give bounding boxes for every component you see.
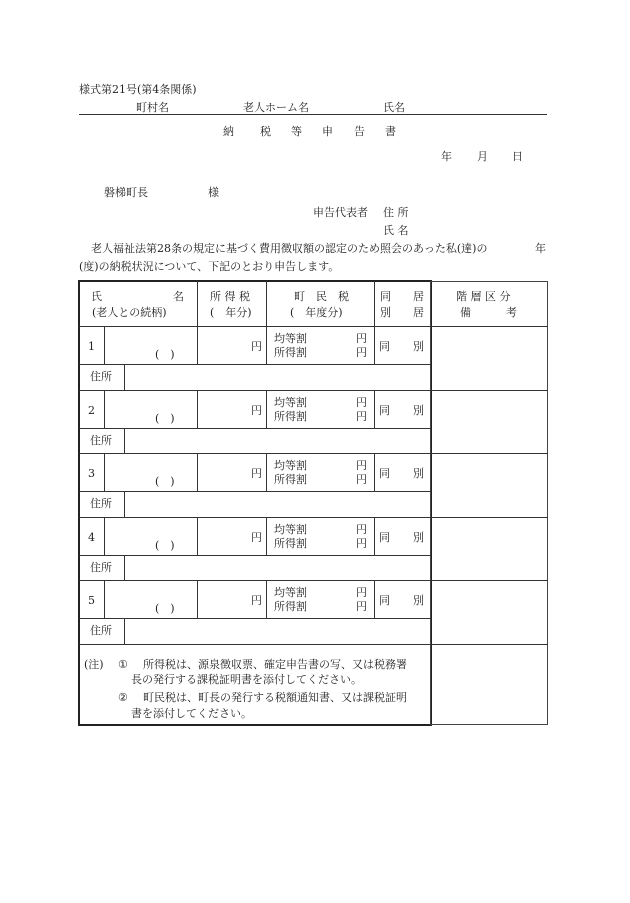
row-income-divider	[197, 453, 198, 491]
row-cohab-betsu: 別	[413, 467, 424, 480]
row-cohab-dou: 同	[379, 594, 390, 607]
header-cohab-a1: 同	[380, 290, 391, 303]
row-kintouwari: 均等割	[274, 396, 307, 409]
intro-line2: (度)の納税状況について、下記のとおり申告します。	[79, 260, 340, 273]
header-cohab-b1: 別	[380, 306, 391, 319]
row-bottom-line	[79, 580, 548, 581]
row-cohab-betsu: 別	[413, 404, 424, 417]
header-remarks-a: 備	[460, 306, 471, 319]
row-cohab-divider	[374, 326, 375, 364]
row-town-divider	[266, 326, 267, 364]
header-cohab-b2: 居	[413, 306, 424, 319]
representative-label: 申告代表者	[313, 206, 368, 219]
intro-year-suffix: 年	[535, 242, 546, 255]
row-bottom-line	[79, 644, 548, 645]
row-town-divider	[266, 580, 267, 618]
row-address-divider	[124, 428, 125, 453]
row-shotokuwari-yen: 円	[356, 600, 367, 613]
row-kintouwari: 均等割	[274, 459, 307, 472]
note1-line1: 所得税は、源泉徴収票、確定申告書の写、又は税務署	[143, 658, 407, 671]
header-name-sub: (老人との続柄)	[92, 306, 167, 319]
row-income-yen: 円	[251, 340, 262, 353]
header-class: 階 層 区 分	[456, 290, 511, 303]
row-num-divider	[104, 580, 105, 618]
date-day: 日	[512, 150, 523, 163]
row-address-label: 住所	[90, 624, 112, 637]
header-divider	[374, 281, 375, 326]
row-cohab-betsu: 別	[413, 340, 424, 353]
row-address-label: 住所	[90, 561, 112, 574]
row-income-divider	[197, 390, 198, 428]
title-char: 申	[322, 125, 333, 138]
row-town-divider	[266, 517, 267, 555]
form-number: 様式第21号(第4条関係)	[79, 83, 197, 96]
row-cohab-dou: 同	[379, 531, 390, 544]
title-char: 税	[260, 125, 271, 138]
row-address-label: 住所	[90, 434, 112, 447]
row-kintouwari: 均等割	[274, 523, 307, 536]
row-income-yen: 円	[251, 594, 262, 607]
note2-mark: ②	[118, 691, 128, 704]
header-cohab-a2: 居	[413, 290, 424, 303]
row-shotokuwari-yen: 円	[356, 473, 367, 486]
row-cohab-divider	[374, 517, 375, 555]
row-kintouwari-yen: 円	[356, 332, 367, 345]
row-bottom-line	[79, 390, 548, 391]
row-town-divider	[266, 453, 267, 491]
row-address-label: 住所	[90, 370, 112, 383]
row-num-divider	[104, 326, 105, 364]
header-underline	[79, 114, 547, 115]
row-address-label: 住所	[90, 497, 112, 510]
row-relation-paren: ( )	[155, 602, 175, 615]
header-income-tax: 所 得 税	[210, 290, 250, 303]
row-kintouwari-yen: 円	[356, 459, 367, 472]
row-kintouwari-yen: 円	[356, 586, 367, 599]
notes-label: (注)	[84, 658, 104, 671]
row-mid-line	[79, 364, 431, 365]
row-relation-paren: ( )	[155, 475, 175, 488]
row-mid-line	[79, 428, 431, 429]
row-bottom-line	[79, 517, 548, 518]
addressee-sama: 様	[208, 186, 219, 199]
row-number: 3	[88, 467, 95, 480]
row-shotokuwari: 所得割	[274, 600, 307, 613]
row-town-divider	[266, 390, 267, 428]
date-month: 月	[477, 150, 488, 163]
row-number: 2	[88, 404, 95, 417]
row-cohab-divider	[374, 580, 375, 618]
row-shotokuwari: 所得割	[274, 346, 307, 359]
row-number: 5	[88, 594, 95, 607]
date-year: 年	[441, 150, 452, 163]
row-income-yen: 円	[251, 404, 262, 417]
title-char: 納	[223, 125, 234, 138]
header-name-b: 名	[173, 290, 184, 303]
header-name-a: 氏	[91, 290, 102, 303]
row-num-divider	[104, 390, 105, 428]
note1-mark: ①	[118, 658, 128, 671]
row-relation-paren: ( )	[155, 539, 175, 552]
row-shotokuwari: 所得割	[274, 410, 307, 423]
note1-line2: 長の発行する課税証明書を添付してください。	[131, 673, 362, 686]
row-shotokuwari: 所得割	[274, 473, 307, 486]
row-kintouwari: 均等割	[274, 586, 307, 599]
row-num-divider	[104, 517, 105, 555]
row-shotokuwari: 所得割	[274, 537, 307, 550]
row-mid-line	[79, 491, 431, 492]
header-town-tax: 町 民 税	[294, 290, 349, 303]
title-char: 等	[291, 125, 302, 138]
title-char: 書	[385, 125, 396, 138]
row-num-divider	[104, 453, 105, 491]
note2-line2: 書を添付してください。	[131, 707, 252, 720]
row-address-divider	[124, 364, 125, 390]
header-town-year: ( 年度分)	[290, 306, 343, 319]
row-address-divider	[124, 555, 125, 580]
row-income-divider	[197, 580, 198, 618]
representative-address: 住 所	[383, 206, 409, 219]
home-label: 老人ホーム名	[243, 101, 309, 114]
row-mid-line	[79, 618, 431, 619]
addressee-mayor: 磐梯町長	[104, 186, 148, 199]
header-row-line	[79, 326, 548, 327]
row-shotokuwari-yen: 円	[356, 537, 367, 550]
row-income-divider	[197, 326, 198, 364]
row-kintouwari-yen: 円	[356, 396, 367, 409]
row-mid-line	[79, 555, 431, 556]
row-number: 4	[88, 531, 95, 544]
header-divider	[197, 281, 198, 326]
row-cohab-dou: 同	[379, 467, 390, 480]
row-cohab-betsu: 別	[413, 594, 424, 607]
row-kintouwari-yen: 円	[356, 523, 367, 536]
row-cohab-divider	[374, 390, 375, 428]
row-address-divider	[124, 618, 125, 644]
row-address-divider	[124, 491, 125, 517]
row-income-divider	[197, 517, 198, 555]
row-cohab-betsu: 別	[413, 531, 424, 544]
row-number: 1	[88, 340, 95, 353]
row-income-yen: 円	[251, 467, 262, 480]
intro-line1: 老人福祉法第28条の規定に基づく費用徴収額の認定のため照会のあった私(達)の	[91, 242, 488, 255]
row-bottom-line	[79, 453, 548, 454]
row-cohab-divider	[374, 453, 375, 491]
header-remarks-b: 考	[506, 306, 517, 319]
row-shotokuwari-yen: 円	[356, 410, 367, 423]
header-income-year: ( 年分)	[210, 306, 252, 319]
class-column-frame	[430, 281, 548, 725]
representative-name: 氏 名	[383, 224, 409, 237]
row-cohab-dou: 同	[379, 340, 390, 353]
row-kintouwari: 均等割	[274, 332, 307, 345]
town-label: 町村名	[136, 101, 169, 114]
row-relation-paren: ( )	[155, 348, 175, 361]
row-shotokuwari-yen: 円	[356, 346, 367, 359]
header-divider	[266, 281, 267, 326]
note2-line1: 町民税は、町長の発行する税額通知書、又は課税証明	[143, 691, 407, 704]
row-income-yen: 円	[251, 531, 262, 544]
name-label: 氏名	[383, 101, 405, 114]
row-relation-paren: ( )	[155, 412, 175, 425]
row-cohab-dou: 同	[379, 404, 390, 417]
title-char: 告	[354, 125, 365, 138]
